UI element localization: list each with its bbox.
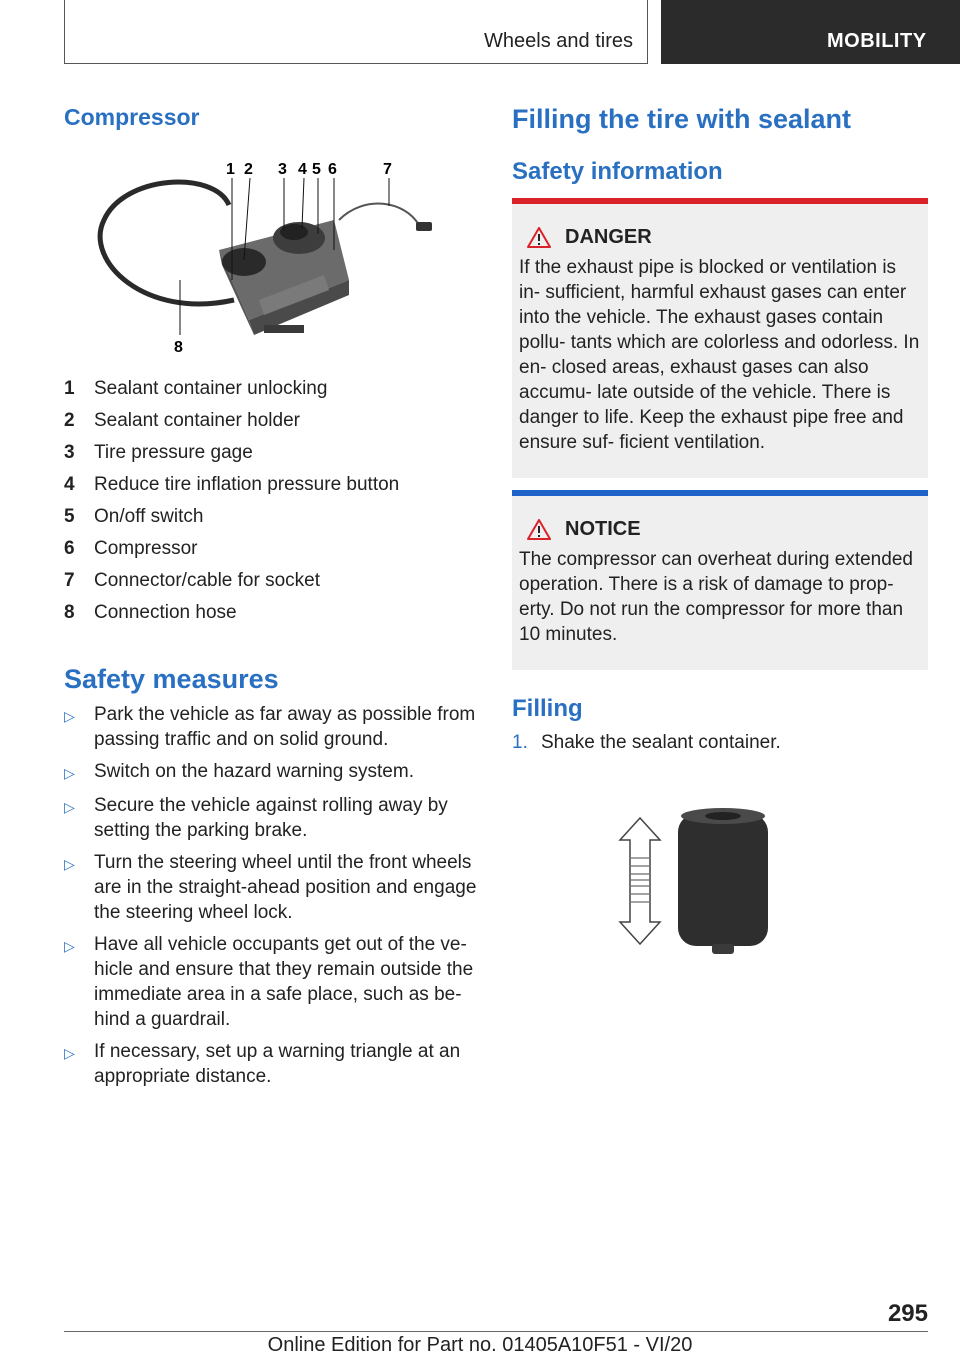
warning-triangle-icon xyxy=(527,227,551,248)
list-item xyxy=(64,410,484,442)
list-item xyxy=(64,378,484,410)
footer-divider xyxy=(64,1331,928,1332)
list-item xyxy=(64,932,484,1032)
filling-heading: Filling xyxy=(512,695,583,722)
part-number: 1 xyxy=(64,378,75,399)
callout-4: 4 xyxy=(298,161,307,178)
notice-box xyxy=(512,490,928,670)
part-number: 6 xyxy=(64,538,75,559)
callout-6: 6 xyxy=(328,161,337,178)
filling-tire-heading: Filling the tire with sealant xyxy=(512,104,852,134)
list-item xyxy=(64,1039,484,1089)
safety-item-text: Park the vehicle as far away as possible from passing traffic and on solid ground. xyxy=(94,704,476,750)
safety-measures-heading: Safety measures xyxy=(64,664,279,694)
callout-8: 8 xyxy=(174,339,183,356)
callout-1: 1 xyxy=(226,161,235,178)
part-number: 2 xyxy=(64,410,75,431)
step-number: 1. xyxy=(512,732,528,753)
list-item xyxy=(512,730,928,755)
step-text: Shake the sealant container. xyxy=(541,732,781,753)
bullet-triangle-icon: ▷ xyxy=(64,856,75,872)
list-item xyxy=(64,442,484,474)
safety-item-text: Switch on the hazard warning system. xyxy=(94,761,414,782)
danger-title: DANGER xyxy=(565,226,652,248)
header-section-title: Wheels and tires xyxy=(484,30,633,52)
list-item xyxy=(64,793,484,843)
bullet-triangle-icon: ▷ xyxy=(64,799,75,815)
part-label: On/off switch xyxy=(94,506,204,527)
safety-information-heading: Safety information xyxy=(512,158,723,185)
header-chapter-box xyxy=(661,0,960,64)
part-number: 4 xyxy=(64,474,75,495)
part-number: 3 xyxy=(64,442,75,463)
compressor-illustration xyxy=(84,150,454,360)
part-label: Connection hose xyxy=(94,602,237,623)
header-section-box xyxy=(64,0,648,64)
part-number: 5 xyxy=(64,506,75,527)
part-label: Sealant container holder xyxy=(94,410,300,431)
footer-edition: Online Edition for Part no. 01405A10F51 - VI/20 xyxy=(267,1334,693,1356)
header-chapter-title: MOBILITY xyxy=(827,30,927,52)
list-item xyxy=(64,850,484,925)
callout-2: 2 xyxy=(244,161,253,178)
list-item xyxy=(64,759,484,786)
bullet-triangle-icon: ▷ xyxy=(64,1045,75,1061)
filling-steps xyxy=(512,730,928,755)
list-item xyxy=(64,602,484,634)
safety-measures-list xyxy=(64,702,484,1096)
list-item xyxy=(64,506,484,538)
list-item xyxy=(64,570,484,602)
bullet-triangle-icon: ▷ xyxy=(64,765,75,781)
safety-item-text: Turn the steering wheel until the front wheels are in the straight-ahead position and engage the steering wheel lock. xyxy=(94,852,477,923)
part-label: Connector/cable for socket xyxy=(94,570,321,591)
part-label: Sealant container unlocking xyxy=(94,378,328,399)
list-item xyxy=(64,702,484,752)
page-number: 295 xyxy=(887,1300,928,1327)
danger-text: If the exhaust pipe is blocked or ventilation is in‐ sufficient, harmful exhaust gases can enter into the vehicle. The exhaust gases contain pollu‐ tants which are colorless and odorless. In en‐ closed areas, exhaust gases can also accumu‐ late outside of the vehicle. There is danger to life. Keep the exhaust pipe free and ensure suf‐ ficient ventilation. xyxy=(519,257,920,453)
parts-list xyxy=(64,378,484,634)
shake-container-illustration xyxy=(612,800,782,960)
danger-box xyxy=(512,198,928,478)
callout-5: 5 xyxy=(312,161,321,178)
part-number: 8 xyxy=(64,602,75,623)
safety-item-text: Secure the vehicle against rolling away by setting the parking brake. xyxy=(94,795,448,841)
safety-item-text: Have all vehicle occupants get out of the ve‐ hicle and ensure that they remain outside the immediate area in a safe place, such as be‐ hind a guardrail. xyxy=(94,934,474,1030)
bullet-triangle-icon: ▷ xyxy=(64,708,75,724)
part-label: Reduce tire inflation pressure button xyxy=(94,474,400,495)
callout-3: 3 xyxy=(278,161,287,178)
part-label: Compressor xyxy=(94,538,198,559)
list-item xyxy=(64,538,484,570)
list-item xyxy=(64,474,484,506)
callout-7: 7 xyxy=(383,161,392,178)
compressor-heading: Compressor xyxy=(64,104,200,130)
bullet-triangle-icon: ▷ xyxy=(64,938,75,954)
notice-title: NOTICE xyxy=(565,518,641,540)
notice-text: The compressor can overheat during extended operation. There is a risk of damage to prop‐ erty. Do not run the compressor for more than 10 minutes. xyxy=(519,549,913,645)
notice-triangle-icon xyxy=(527,519,551,540)
safety-item-text: If necessary, set up a warning triangle at an appropriate distance. xyxy=(94,1041,461,1087)
part-label: Tire pressure gage xyxy=(94,442,253,463)
part-number: 7 xyxy=(64,570,75,591)
